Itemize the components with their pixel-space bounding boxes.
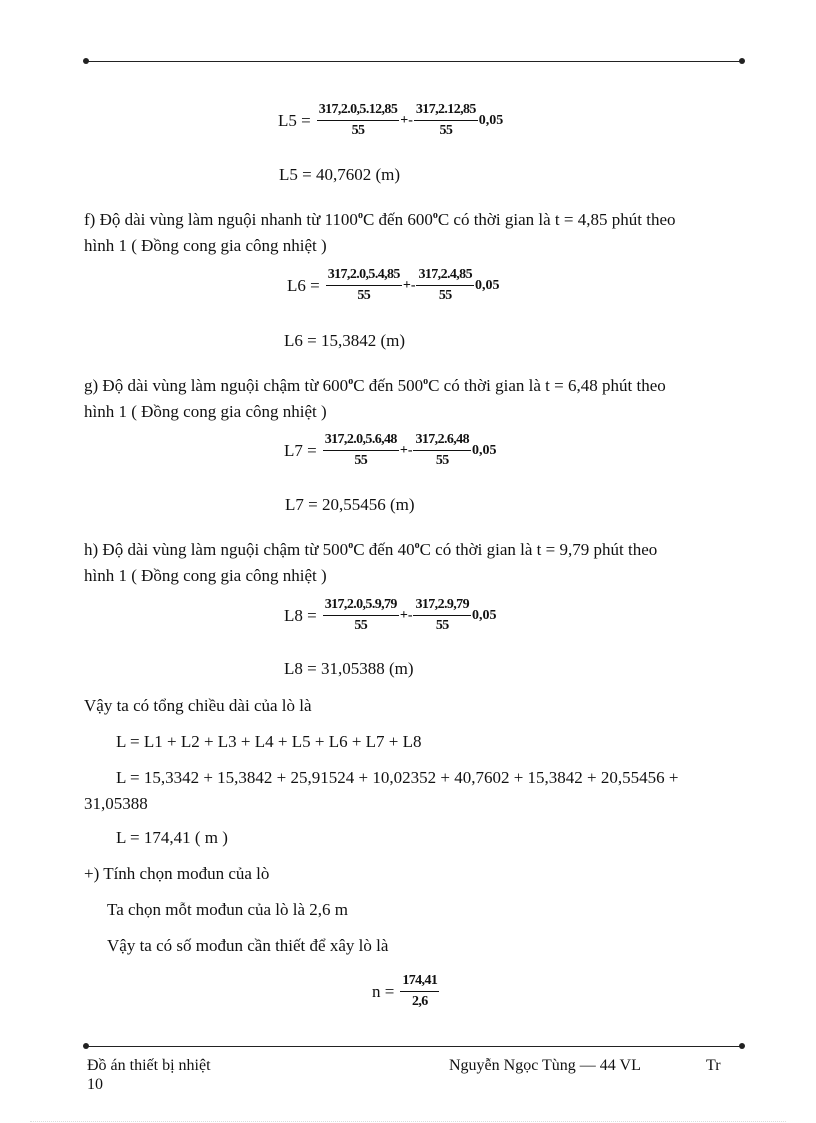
result-l7: L7 = 20,55456 (m) xyxy=(285,495,415,514)
fraction xyxy=(416,267,474,304)
fraction xyxy=(326,267,402,304)
numerator: 174,41 xyxy=(400,973,439,992)
formula-l8 xyxy=(284,597,498,634)
formula-l6-lhs: L6 = xyxy=(287,275,320,295)
formula-l5 xyxy=(278,102,504,139)
text: C đến 40 xyxy=(353,540,415,559)
fraction xyxy=(323,432,399,469)
numerator: 317,2.0,5.12,85 xyxy=(317,102,400,121)
tolerance: 0,05 xyxy=(472,607,497,623)
denominator: 55 xyxy=(357,288,371,303)
section-h-text xyxy=(84,533,744,589)
denominator: 2,6 xyxy=(411,994,428,1009)
text: C đến 600 xyxy=(362,210,433,229)
denominator: 55 xyxy=(354,453,368,468)
result-l8: L8 = 31,05388 (m) xyxy=(284,659,414,678)
denominator: 55 xyxy=(435,618,449,633)
formula-n xyxy=(372,973,439,1010)
text: hình 1 ( Đồng cong gia công nhiệt ) xyxy=(84,402,327,421)
text: C có thời gian là t = 6,48 phút theo xyxy=(428,376,666,395)
bottom-rule xyxy=(86,1046,742,1047)
numerator: 317,2.4,85 xyxy=(416,267,474,286)
degree-sign: o xyxy=(423,376,429,387)
tolerance: 0,05 xyxy=(478,112,504,128)
numerator: 317,2.6,48 xyxy=(413,432,471,451)
fraction xyxy=(400,973,439,1010)
text: h) Độ dài vùng làm nguội chậm từ 500 xyxy=(84,540,349,559)
footer-tr: Tr xyxy=(706,1057,721,1074)
top-rule xyxy=(86,61,742,62)
numerator: 317,2.0,5.6,48 xyxy=(323,432,399,451)
result-l5: L5 = 40,7602 (m) xyxy=(279,165,401,184)
result-l6: L6 = 15,3842 (m) xyxy=(284,331,406,350)
degree-sign: o xyxy=(348,376,354,387)
footer-page-number: 10 xyxy=(87,1076,103,1093)
text: g) Độ dài vùng làm nguội chậm từ 600 xyxy=(84,376,349,395)
denominator: 55 xyxy=(354,618,368,633)
text: f) Độ dài vùng làm nguội nhanh từ 1100 xyxy=(84,210,358,229)
fraction xyxy=(323,597,399,634)
module-heading: +) Tính chọn mođun của lò xyxy=(84,864,270,883)
formula-l7 xyxy=(284,432,498,469)
section-g-text xyxy=(84,369,744,425)
text: hình 1 ( Đồng cong gia công nhiệt ) xyxy=(84,566,327,585)
module-line2: Vậy ta có số mođun cần thiết để xây lò là xyxy=(107,936,389,955)
tolerance: 0,05 xyxy=(475,277,500,293)
degree-sign: o xyxy=(414,540,420,551)
degree-sign: o xyxy=(432,210,438,221)
denominator: 55 xyxy=(351,123,365,138)
text: C có thời gian là t = 9,79 phút theo xyxy=(419,540,658,559)
tolerance: 0,05 xyxy=(472,442,497,458)
formula-n-lhs: n = xyxy=(372,981,395,1001)
text: L = 15,3342 + 15,3842 + 25,91524 + 10,02352 + 40,7602 + 15,3842 + 20,55456 + xyxy=(116,768,679,787)
total-eq1: L = L1 + L2 + L3 + L4 + L5 + L6 + L7 + L8 xyxy=(116,732,422,751)
fraction xyxy=(413,432,471,469)
formula-l7-lhs: L7 = xyxy=(284,440,317,460)
formula-l6 xyxy=(287,267,501,304)
total-eq3: L = 174,41 ( m ) xyxy=(116,828,228,847)
fraction xyxy=(414,102,478,139)
denominator: 55 xyxy=(439,123,453,138)
module-line1: Ta chọn mỗt mođun của lò là 2,6 m xyxy=(107,900,349,919)
footer-left: Đồ án thiết bị nhiệt xyxy=(87,1057,211,1074)
fraction xyxy=(413,597,471,634)
numerator: 317,2.0,5.9,79 xyxy=(323,597,399,616)
numerator: 317,2.0,5.4,85 xyxy=(326,267,402,286)
section-f-text xyxy=(84,203,744,259)
formula-l5-lhs: L5 = xyxy=(278,110,311,130)
denominator: 55 xyxy=(435,453,449,468)
plus-minus: +- xyxy=(400,112,413,128)
formula-l8-lhs: L8 = xyxy=(284,605,317,625)
total-eq2 xyxy=(84,765,744,817)
text: C có thời gian là t = 4,85 phút theo xyxy=(437,210,676,229)
denominator: 55 xyxy=(438,288,452,303)
numerator: 317,2.9,79 xyxy=(413,597,471,616)
numerator: 317,2.12,85 xyxy=(414,102,478,121)
degree-sign: o xyxy=(357,210,363,221)
fraction xyxy=(317,102,400,139)
bottom-dotted-line xyxy=(30,1121,786,1122)
plus-minus: +- xyxy=(399,607,413,623)
total-intro: Vậy ta có tổng chiều dài của lò là xyxy=(84,696,312,715)
footer-author: Nguyễn Ngọc Tùng — 44 VL xyxy=(449,1057,641,1074)
text: C đến 500 xyxy=(353,376,424,395)
text: 31,05388 xyxy=(84,794,148,813)
plus-minus: +- xyxy=(399,442,413,458)
degree-sign: o xyxy=(348,540,354,551)
text: hình 1 ( Đồng cong gia công nhiệt ) xyxy=(84,236,327,255)
plus-minus: +- xyxy=(402,277,416,293)
